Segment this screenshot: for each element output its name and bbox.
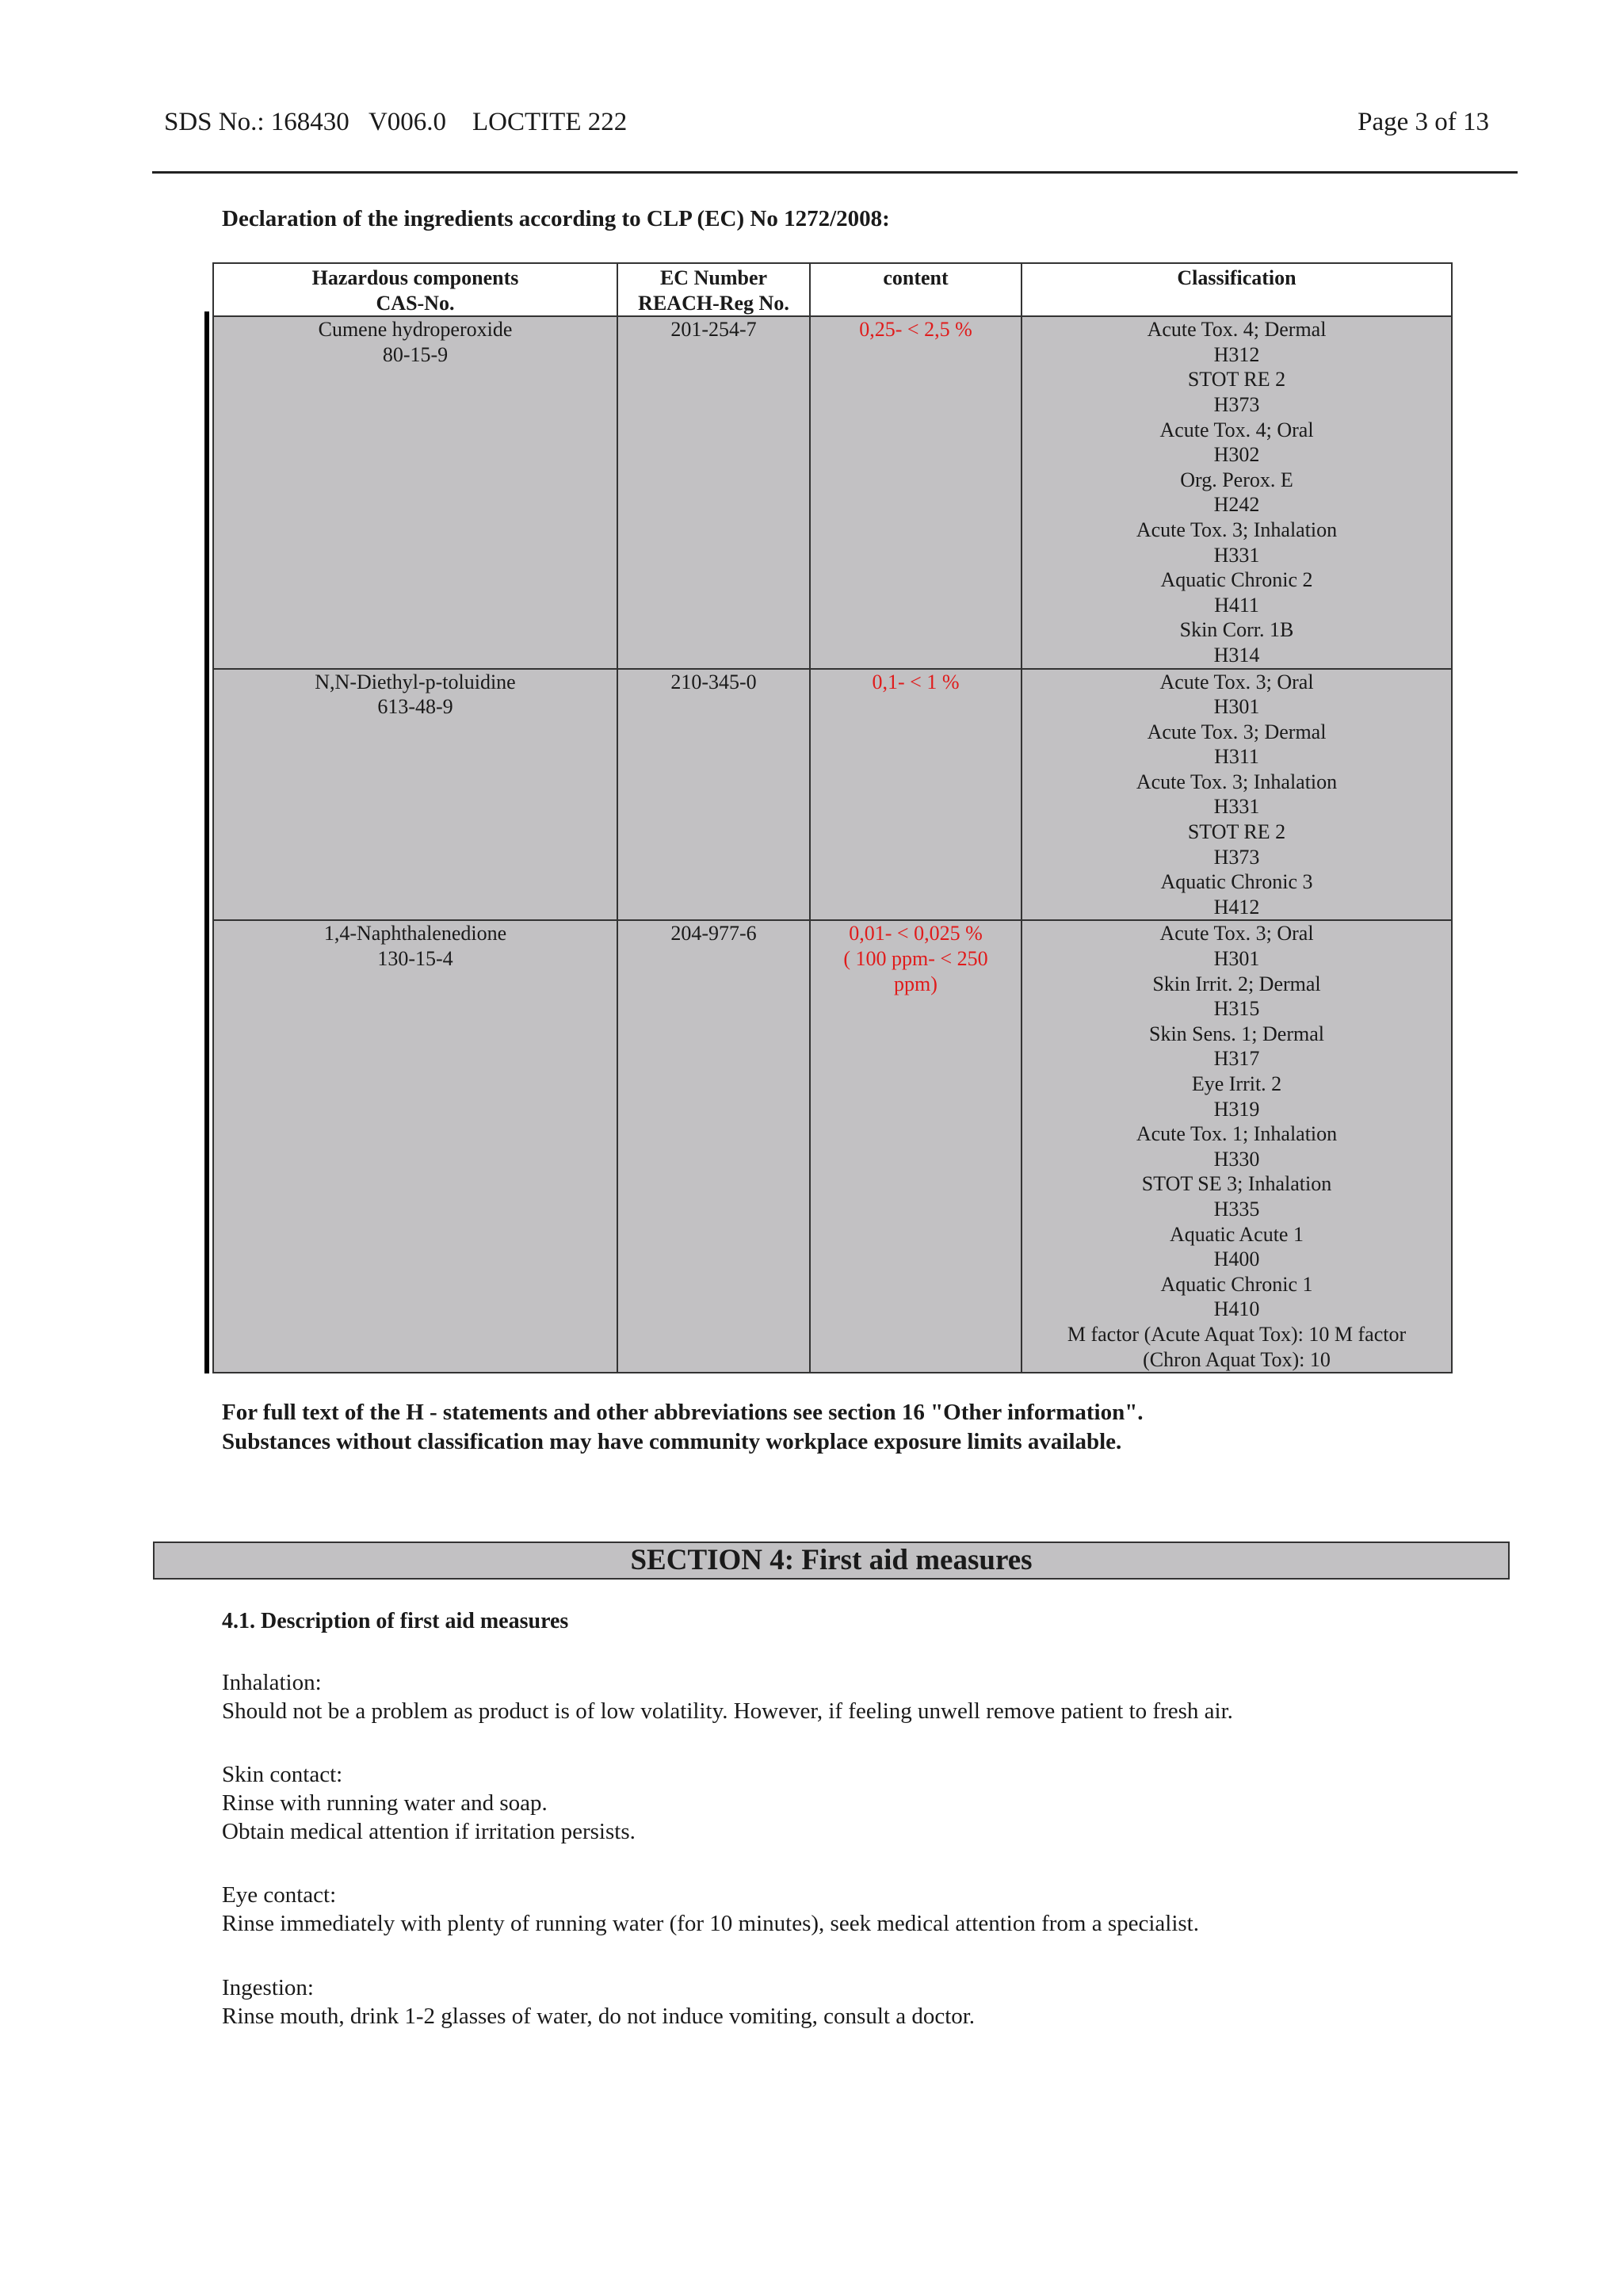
classification-cell: Acute Tox. 4; Dermal H312 STOT RE 2 H373 Acute Tox. 4; Oral H302 Org. Perox. E H242 Acute Tox. 3; Inhalation H331 Aquatic Chronic 2 H411 Skin Corr. 1B H314 <box>1022 316 1452 668</box>
classification-cell: Acute Tox. 3; Oral H301 Acute Tox. 3; Dermal H311 Acute Tox. 3; Inhalation H331 STOT RE 2 H373 Aquatic Chronic 3 H412 <box>1022 669 1452 921</box>
footnote-line: For full text of the H - statements and other abbreviations see section 16 "Other information". <box>222 1400 1144 1425</box>
classification-cell: Acute Tox. 3; Oral H301 Skin Irrit. 2; Dermal H315 Skin Sens. 1; Dermal H317 Eye Irrit. 2 H319 Acute Tox. 1; Inhalation H330 STOT SE 3; Inhalation H335 Aquatic Acute 1 H400 Aquatic Chronic 1 H410 M factor (Acute Aquat Tox): 10 M factor (Chron Aquat Tox): 10 <box>1022 920 1452 1373</box>
component-cell: Cumene hydroperoxide 80-15-9 <box>213 316 617 668</box>
column-header: Hazardous components CAS-No. <box>213 263 617 316</box>
inhalation-block <box>222 1668 1233 1725</box>
column-header: Classification <box>1022 263 1452 316</box>
content-cell: 0,01- < 0,025 % ( 100 ppm- < 250 ppm) <box>810 920 1022 1373</box>
table-header-row <box>213 263 1452 316</box>
eye-contact-block <box>222 1881 1199 1938</box>
ingestion-block <box>222 1973 975 2030</box>
inhalation-text: Should not be a problem as product is of low volatility. However, if feeling unwell remove patient to fresh air. <box>222 1698 1233 1724</box>
skin-contact-label: Skin contact: <box>222 1762 343 1787</box>
ec-number-cell: 204-977-6 <box>617 920 810 1373</box>
page-number: Page 3 of 13 <box>1358 108 1489 136</box>
sds-identifier: SDS No.: 168430 V006.0 LOCTITE 222 <box>164 108 628 136</box>
subsection-heading: 4.1. Description of first aid measures <box>222 1609 569 1633</box>
footnote <box>222 1398 1144 1457</box>
ingestion-label: Ingestion: <box>222 1975 314 2000</box>
ingredients-table <box>212 262 1453 1373</box>
column-header: content <box>810 263 1022 316</box>
header-divider <box>152 171 1518 174</box>
table-row <box>213 669 1452 921</box>
component-cell: N,N-Diethyl-p-toluidine 613-48-9 <box>213 669 617 921</box>
ingestion-text: Rinse mouth, drink 1-2 glasses of water, do not induce vomiting, consult a doctor. <box>222 2004 976 2029</box>
ec-number-cell: 201-254-7 <box>617 316 810 668</box>
footnote-line: Substances without classification may have community workplace exposure limits available. <box>222 1429 1122 1454</box>
eye-contact-label: Eye contact: <box>222 1882 337 1908</box>
content-cell: 0,1- < 1 % <box>810 669 1022 921</box>
table-row <box>213 920 1452 1373</box>
content-cell: 0,25- < 2,5 % <box>810 316 1022 668</box>
skin-contact-text: Rinse with running water and soap. <box>222 1790 548 1816</box>
ec-number-cell: 210-345-0 <box>617 669 810 921</box>
revision-bar <box>204 311 209 1373</box>
skin-contact-block <box>222 1760 636 1846</box>
table-row <box>213 316 1452 668</box>
skin-contact-text: Obtain medical attention if irritation persists. <box>222 1819 636 1844</box>
declaration-title: Declaration of the ingredients according to CLP (EC) No 1272/2008: <box>222 206 890 231</box>
eye-contact-text: Rinse immediately with plenty of running water (for 10 minutes), seek medical attention from a specialist. <box>222 1911 1199 1936</box>
component-cell: 1,4-Naphthalenedione 130-15-4 <box>213 920 617 1373</box>
section-heading: SECTION 4: First aid measures <box>153 1541 1510 1580</box>
column-header: EC Number REACH-Reg No. <box>617 263 810 316</box>
inhalation-label: Inhalation: <box>222 1670 322 1695</box>
